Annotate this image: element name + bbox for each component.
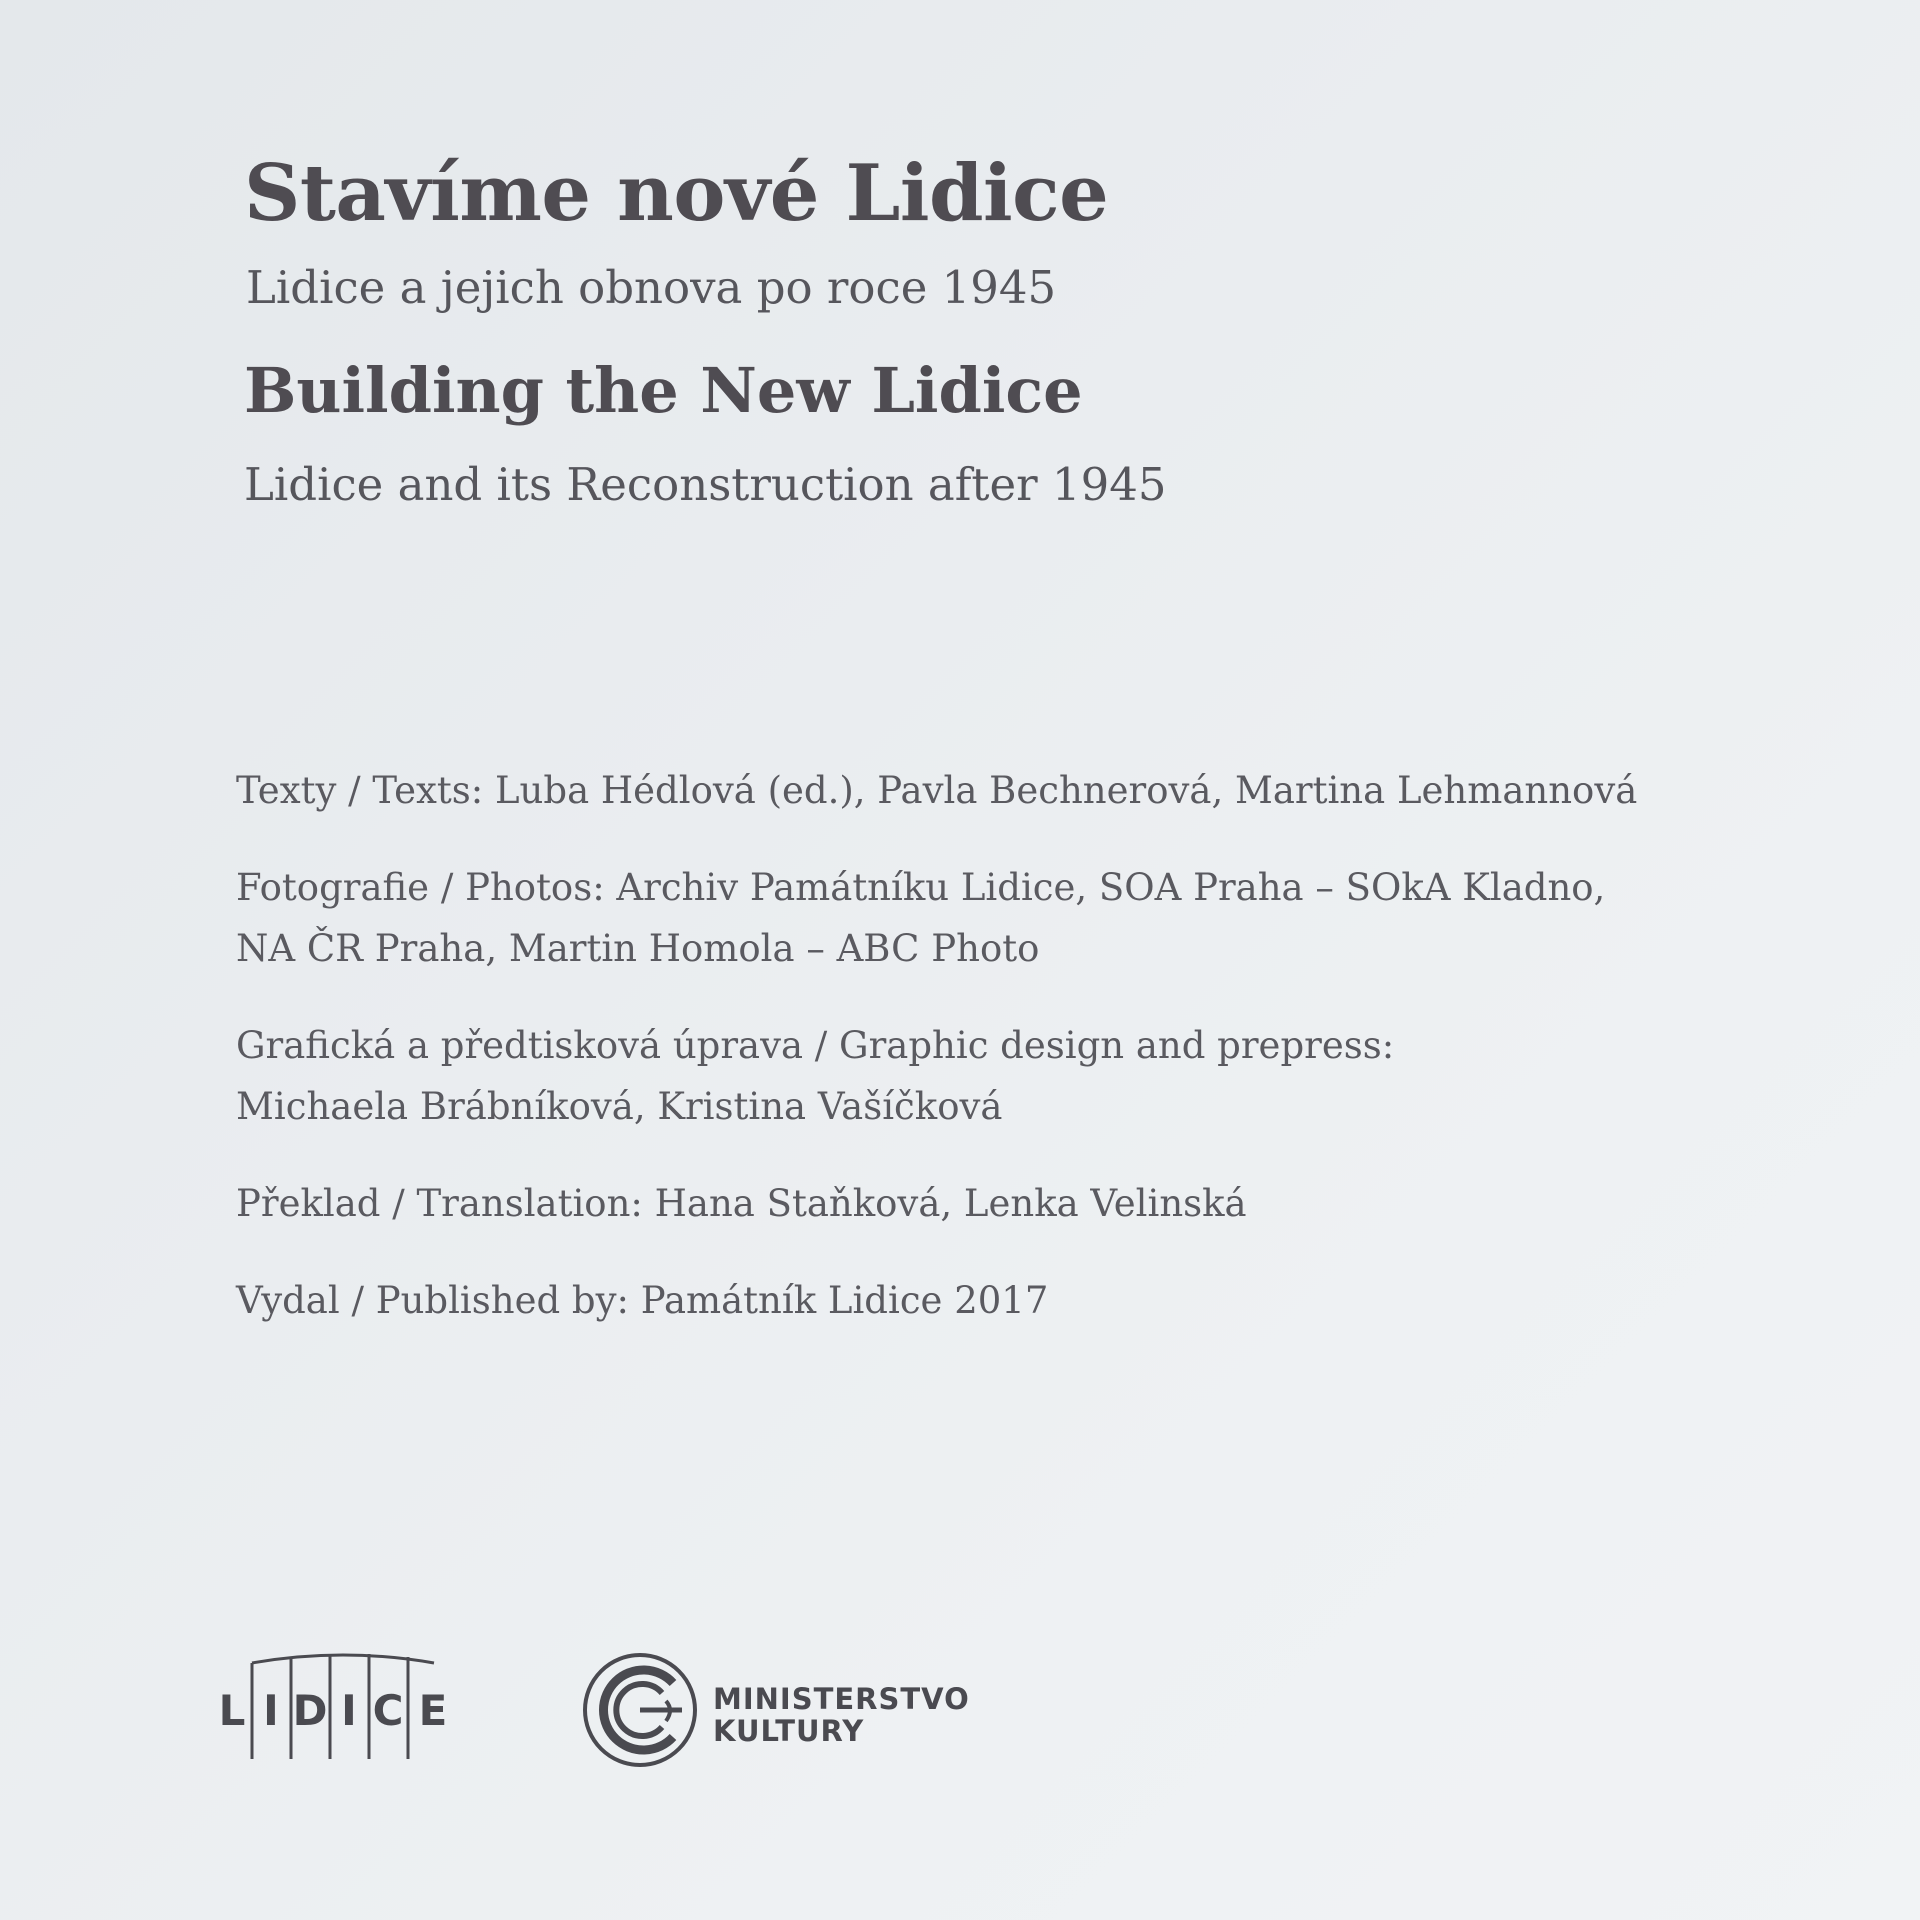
credit-design-line-1: Grafická a předtisková úprava / Graphic design and prepress: [236,1024,1395,1067]
lidice-logo-letter: C [372,1686,404,1735]
ministry-of-culture-logo [578,1645,998,1775]
credit-translation-line: Překlad / Translation: Hana Staňková, Lenka Velinská [236,1182,1247,1225]
lidice-logo-letter: D [292,1686,328,1735]
logos-row [218,1645,1118,1785]
ministry-text [713,1683,970,1747]
ministry-emblem-icon [578,1645,708,1775]
lidice-logo [218,1645,468,1765]
credit-texts-line: Texty / Texts: Luba Hédlová (ed.), Pavla Bechnerová, Martina Lehmannová [236,769,1638,812]
lidice-logo-letter: I [263,1686,279,1735]
credit-photos-line-2: NA ČR Praha, Martin Homola – ABC Photo [236,927,1040,970]
ministry-line-2: KULTURY [713,1714,865,1748]
lidice-logo-letter: L [218,1686,246,1735]
credit-published [236,1270,1836,1331]
title-block [244,148,1744,511]
title-english: Building the New Lidice [244,354,1083,427]
lidice-logo-letter: I [341,1686,357,1735]
title-czech: Stavíme nové Lidice [244,148,1109,239]
credit-photos [236,857,1836,979]
lidice-logo-letter: E [418,1686,448,1735]
lidice-logo-graphic [218,1645,468,1765]
subtitle-czech: Lidice a jejich obnova po roce 1945 [246,261,1057,314]
credit-translation [236,1173,1836,1234]
credits-block [236,760,1836,1367]
subtitle-english: Lidice and its Reconstruction after 1945 [244,458,1167,511]
credit-texts [236,760,1836,821]
credit-design-line-2: Michaela Brábníková, Kristina Vašíčková [236,1085,1003,1128]
credit-photos-line-1: Fotografie / Photos: Archiv Památníku Lidice, SOA Praha – SOkA Kladno, [236,866,1606,909]
ministry-line-1: MINISTERSTVO [713,1682,970,1716]
credit-design [236,1015,1836,1137]
credit-published-line: Vydal / Published by: Památník Lidice 2017 [236,1279,1049,1322]
